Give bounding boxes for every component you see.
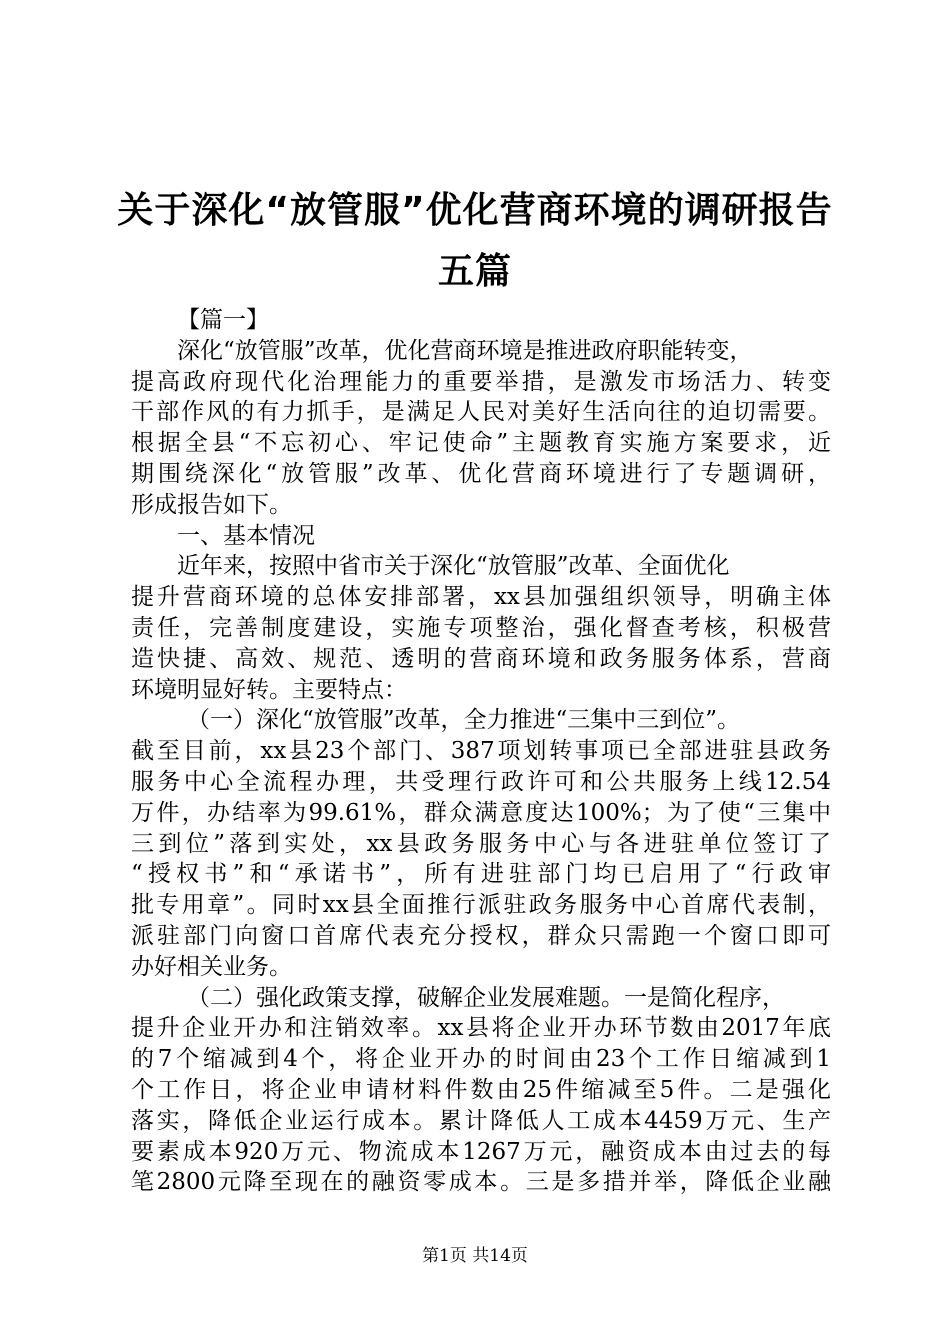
section-label: 【篇一】 <box>177 307 269 333</box>
paragraph-line: 期围绕深化“放管服”改革、优化营商环境进行了专题调研， <box>131 460 831 487</box>
paragraph-line: 深化“放管服”改革，优化营商环境是推进政府职能转变， <box>177 337 753 364</box>
paragraph-line: 形成报告如下。 <box>131 491 292 518</box>
page-number-footer: 第1页 共14页 <box>422 1246 528 1266</box>
paragraph-line: 服务中心全流程办理，共受理行政许可和公共服务上线12.54 <box>131 768 831 795</box>
paragraph-line: 责任，完善制度建设，实施专项整治，强化督查考核，积极营 <box>131 614 831 641</box>
paragraph-line: 三到位”落到实处，xx县政务服务中心与各进驻单位签订了 <box>131 830 831 857</box>
paragraph-line: 万件，办结率为99.61%，群众满意度达100%；为了使“三集中 <box>131 799 831 826</box>
paragraph-line: 截至目前，xx县23个部门、387项划转事项已全部进驻县政务 <box>131 738 831 765</box>
paragraph-line: 落实，降低企业运行成本。累计降低人工成本4459万元、生产 <box>131 1107 831 1134</box>
document-title-line-1: 关于深化“放管服”优化营商环境的调研报告 <box>117 190 833 231</box>
paragraph-line: （二）强化政策支撑，破解企业发展难题。一是简化程序， <box>187 984 785 1011</box>
paragraph-line: 批专用章”。同时xx县全面推行派驻政务服务中心首席代表制， <box>131 892 831 919</box>
paragraph-line: （一）深化“放管服”改革，全力推进“三集中三到位”。 <box>187 707 741 734</box>
paragraph-line: 环境明显好转。主要特点： <box>131 676 407 703</box>
paragraph-line: 提高政府现代化治理能力的重要举措，是激发市场活力、转变 <box>131 368 831 395</box>
section-heading: 一、基本情况 <box>177 522 315 549</box>
paragraph-line: 笔2800元降至现在的融资零成本。三是多措并举，降低企业融 <box>131 1169 831 1196</box>
paragraph-line: 近年来，按照中省市关于深化“放管服”改革、全面优化 <box>177 553 730 580</box>
document-body <box>131 305 831 1198</box>
paragraph-line: 提升营商环境的总体安排部署，xx县加强组织领导，明确主体 <box>131 584 831 611</box>
document-title-line-2: 五篇 <box>437 251 512 292</box>
paragraph-line: 个工作日，将企业申请材料件数由25件缩减至5件。二是强化 <box>131 1076 831 1103</box>
paragraph-line: 干部作风的有力抓手，是满足人民对美好生活向往的迫切需要。 <box>131 399 831 426</box>
paragraph-line: 造快捷、高效、规范、透明的营商环境和政务服务体系，营商 <box>131 645 831 672</box>
paragraph-line: 的7个缩减到4个，将企业开办的时间由23个工作日缩减到1 <box>131 1046 831 1073</box>
paragraph-line: 要素成本920万元、物流成本1267万元，融资成本由过去的每 <box>131 1138 831 1165</box>
paragraph-line: “授权书”和“承诺书”，所有进驻部门均已启用了“行政审 <box>131 861 831 888</box>
paragraph-line: 办好相关业务。 <box>131 953 292 980</box>
paragraph-line: 派驻部门向窗口首席代表充分授权，群众只需跑一个窗口即可 <box>131 922 831 949</box>
paragraph-line: 提升企业开办和注销效率。xx县将企业开办环节数由2017年底 <box>131 1015 831 1042</box>
paragraph-line: 根据全县“不忘初心、牢记使命”主题教育实施方案要求，近 <box>131 430 831 457</box>
